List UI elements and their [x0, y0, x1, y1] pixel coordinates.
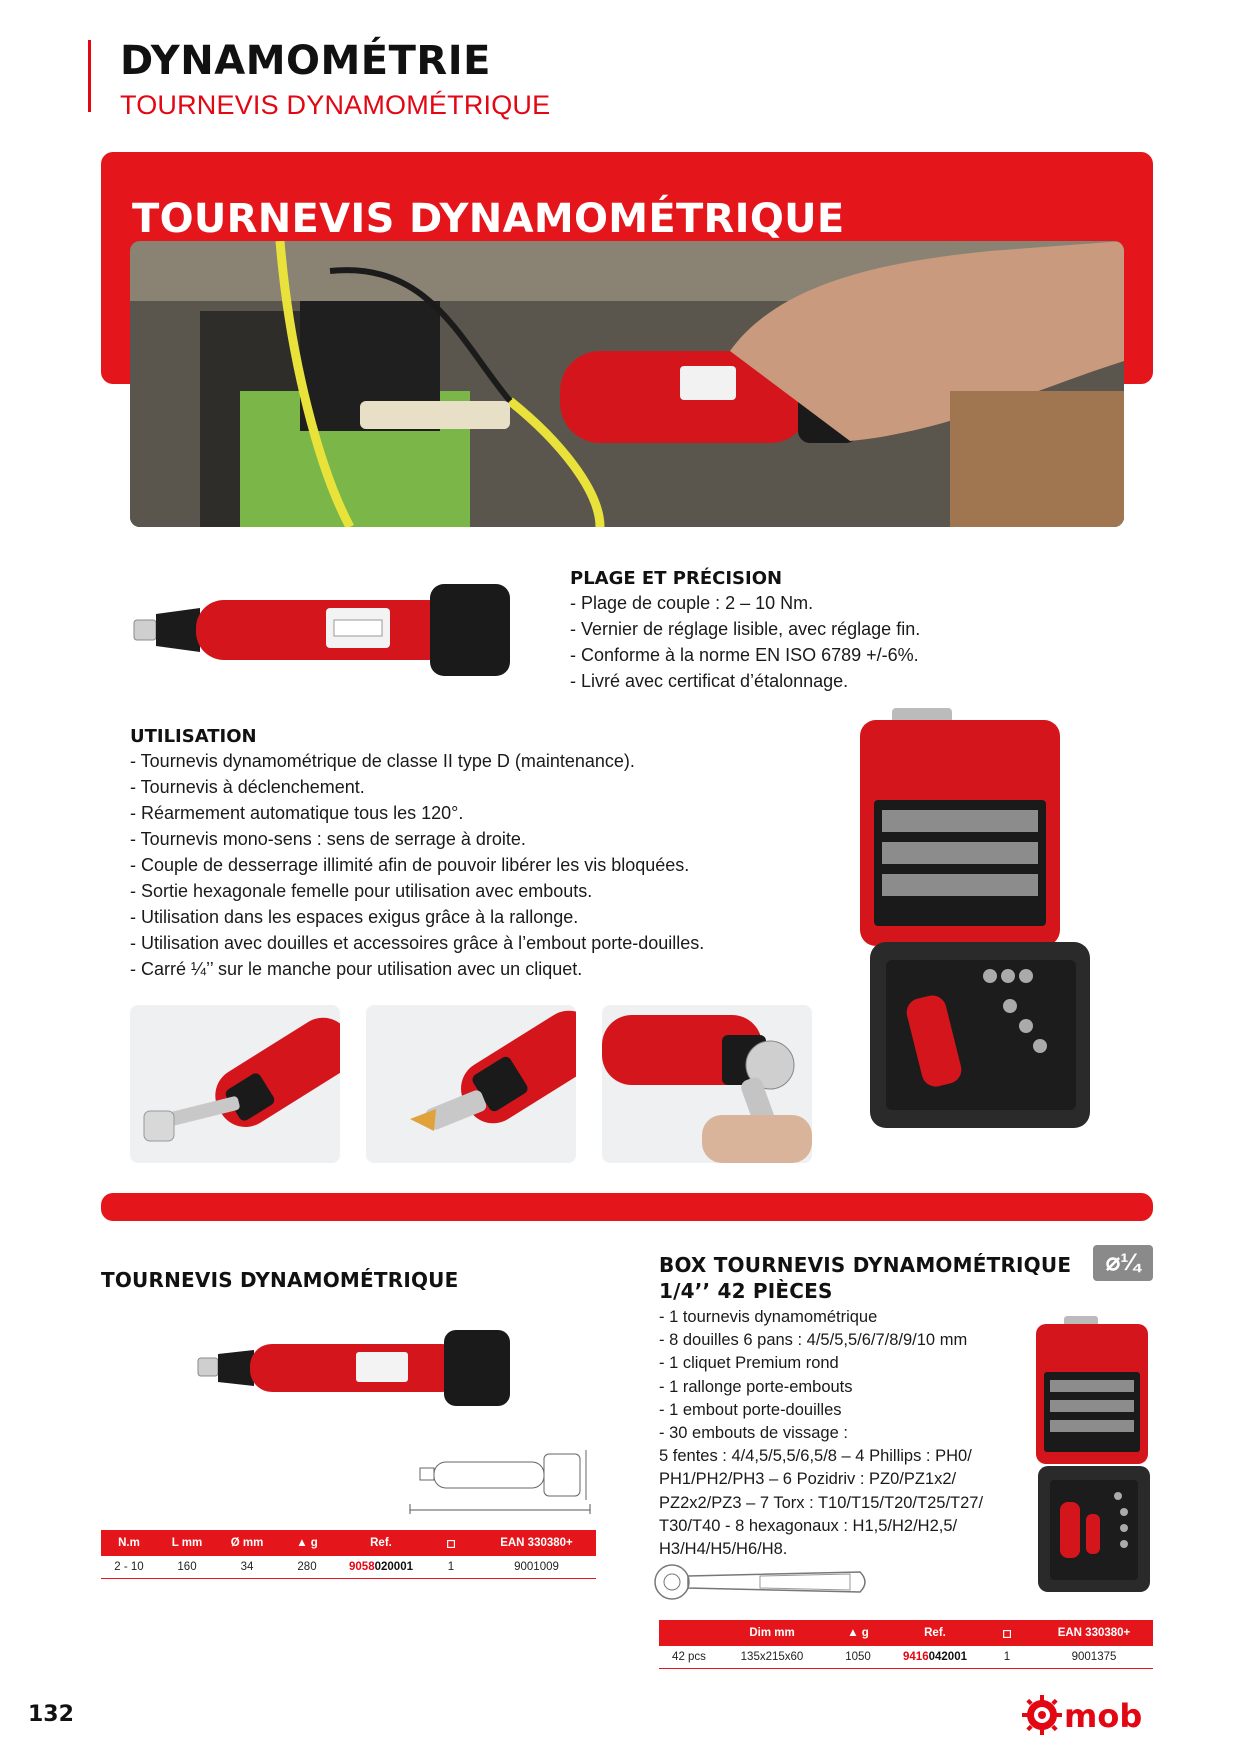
- utilisation-item: - Tournevis à déclenchement.: [130, 777, 365, 797]
- cell-qty: 1: [979, 1646, 1035, 1668]
- utilisation-item: - Tournevis dynamométrique de classe II type D (maintenance).: [130, 751, 635, 771]
- cell-ean: 9001375: [1035, 1646, 1153, 1668]
- utilisation-item: - Réarmement automatique tous les 120°.: [130, 803, 464, 823]
- ref-prefix: 9058: [349, 1560, 375, 1573]
- product1-heading: TOURNEVIS DYNAMOMÉTRIQUE: [101, 1268, 459, 1292]
- col-dim: Dim mm: [719, 1620, 825, 1646]
- utilisation-item: - Tournevis mono-sens : sens de serrage à droite.: [130, 829, 526, 849]
- contents-item: - 30 embouts de vissage :: [659, 1424, 848, 1443]
- product1-drawing: [400, 1440, 600, 1514]
- contents-item: H3/H4/H5/H6/H8.: [659, 1540, 788, 1559]
- col-nm: N.m: [101, 1530, 157, 1556]
- cell-nm: 2 - 10: [101, 1556, 157, 1578]
- contents-item: - 1 tournevis dynamométrique: [659, 1308, 878, 1326]
- plage-list: [570, 590, 920, 694]
- product2-contents-list: [659, 1306, 983, 1561]
- detail-photo-bit: [366, 1005, 576, 1163]
- logo-text: mob: [1064, 1697, 1143, 1735]
- box-set-image: [840, 706, 1094, 1130]
- plage-item: - Conforme à la norme EN ISO 6789 +/-6%.: [570, 645, 919, 665]
- col-weight: [277, 1530, 337, 1556]
- contents-item: PH1/PH2/PH3 – 6 Pozidriv : PZ0/PZ1x2/: [659, 1470, 957, 1489]
- product2-heading-line1: BOX TOURNEVIS DYNAMOMÉTRIQUE: [659, 1253, 1072, 1277]
- cell-pieces: 42 pcs: [659, 1646, 719, 1668]
- col-ref: Ref.: [337, 1530, 425, 1556]
- header-accent-bar: [88, 40, 91, 112]
- box-icon: ◻: [1002, 1628, 1012, 1640]
- col-weight: [825, 1620, 891, 1646]
- page-title: DYNAMOMÉTRIE: [120, 38, 491, 84]
- square-drive-badge: ⌀¼: [1093, 1245, 1153, 1281]
- product2-table: [659, 1620, 1153, 1669]
- cell-length: 160: [157, 1556, 217, 1578]
- table-row: [659, 1646, 1153, 1668]
- utilisation-heading: UTILISATION: [130, 726, 257, 747]
- contents-item: 5 fentes : 4/4,5/5,5/6,5/8 – 4 Phillips : PH0/: [659, 1447, 972, 1466]
- col-pieces: [659, 1620, 719, 1646]
- hero-title: TOURNEVIS DYNAMOMÉTRIQUE: [132, 196, 845, 242]
- mob-logo: [1022, 1693, 1162, 1737]
- cell-ean: 9001009: [477, 1556, 596, 1578]
- page-subtitle: TOURNEVIS DYNAMOMÉTRIQUE: [120, 90, 551, 120]
- col-ean: EAN 330380+: [477, 1530, 596, 1556]
- cell-diameter: 34: [217, 1556, 277, 1578]
- cell-ref: [337, 1556, 425, 1578]
- detail-photo-bit-holder: [130, 1005, 340, 1163]
- screwdriver-image: [130, 578, 530, 682]
- utilisation-list: [130, 748, 704, 982]
- cell-weight: 280: [277, 1556, 337, 1578]
- product2-box-image: [1028, 1316, 1156, 1596]
- product2-heading-line2: 1/4’’ 42 PIÈCES: [659, 1279, 833, 1303]
- product1-table: [101, 1530, 596, 1579]
- utilisation-item: - Utilisation dans les espaces exigus grâce à la rallonge.: [130, 907, 579, 927]
- product1-table-header: [101, 1530, 596, 1556]
- ref-prefix: 9416: [903, 1650, 929, 1663]
- col-qty: [979, 1620, 1035, 1646]
- section-divider: [101, 1193, 1153, 1221]
- cell-ref: [891, 1646, 979, 1668]
- product2-heading: [659, 1252, 1071, 1304]
- utilisation-item: - Utilisation avec douilles et accessoires grâce à l’embout porte-douilles.: [130, 933, 705, 953]
- weight-icon: ▲: [847, 1627, 859, 1639]
- cell-dim: 135x215x60: [719, 1646, 825, 1668]
- col-length: L mm: [157, 1530, 217, 1556]
- utilisation-item: - Sortie hexagonale femelle pour utilisation avec embouts.: [130, 881, 593, 901]
- utilisation-item: - Couple de desserrage illimité afin de pouvoir libérer les vis bloquées.: [130, 855, 690, 875]
- utilisation-item: - Carré ¼’’ sur le manche pour utilisation avec un cliquet.: [130, 959, 583, 979]
- col-weight-label: g: [861, 1627, 869, 1639]
- ref-suffix: 020001: [374, 1560, 413, 1573]
- cell-weight: 1050: [825, 1646, 891, 1668]
- box-icon: ◻: [446, 1538, 456, 1550]
- contents-item: - 1 rallonge porte-embouts: [659, 1377, 853, 1396]
- product1-image: [196, 1326, 526, 1410]
- col-ean: EAN 330380+: [1035, 1620, 1153, 1646]
- contents-item: - 1 cliquet Premium rond: [659, 1354, 839, 1373]
- ref-suffix: 042001: [928, 1650, 967, 1663]
- hero-photo: [130, 241, 1124, 527]
- col-qty: [425, 1530, 477, 1556]
- col-ref: Ref.: [891, 1620, 979, 1646]
- contents-item: - 1 embout porte-douilles: [659, 1400, 842, 1419]
- table-row: [101, 1556, 596, 1578]
- contents-item: PZ2x2/PZ3 – 7 Torx : T10/T15/T20/T25/T27/: [659, 1493, 984, 1512]
- plage-item: - Plage de couple : 2 – 10 Nm.: [570, 593, 814, 613]
- weight-icon: ▲: [296, 1537, 308, 1549]
- plage-item: - Vernier de réglage lisible, avec réglage fin.: [570, 619, 921, 639]
- ratchet-drawing: [650, 1562, 872, 1602]
- product2-table-header: [659, 1620, 1153, 1646]
- cell-qty: 1: [425, 1556, 477, 1578]
- plage-heading: PLAGE ET PRÉCISION: [570, 568, 783, 589]
- col-diameter: Ø mm: [217, 1530, 277, 1556]
- page-number: 132: [28, 1702, 74, 1727]
- col-weight-label: g: [310, 1537, 318, 1549]
- detail-photo-ratchet: [602, 1005, 812, 1163]
- contents-item: - 8 douilles 6 pans : 4/5/5,5/6/7/8/9/10 mm: [659, 1331, 968, 1350]
- plage-item: - Livré avec certificat d’étalonnage.: [570, 671, 849, 691]
- contents-item: T30/T40 - 8 hexagonaux : H1,5/H2/H2,5/: [659, 1516, 958, 1535]
